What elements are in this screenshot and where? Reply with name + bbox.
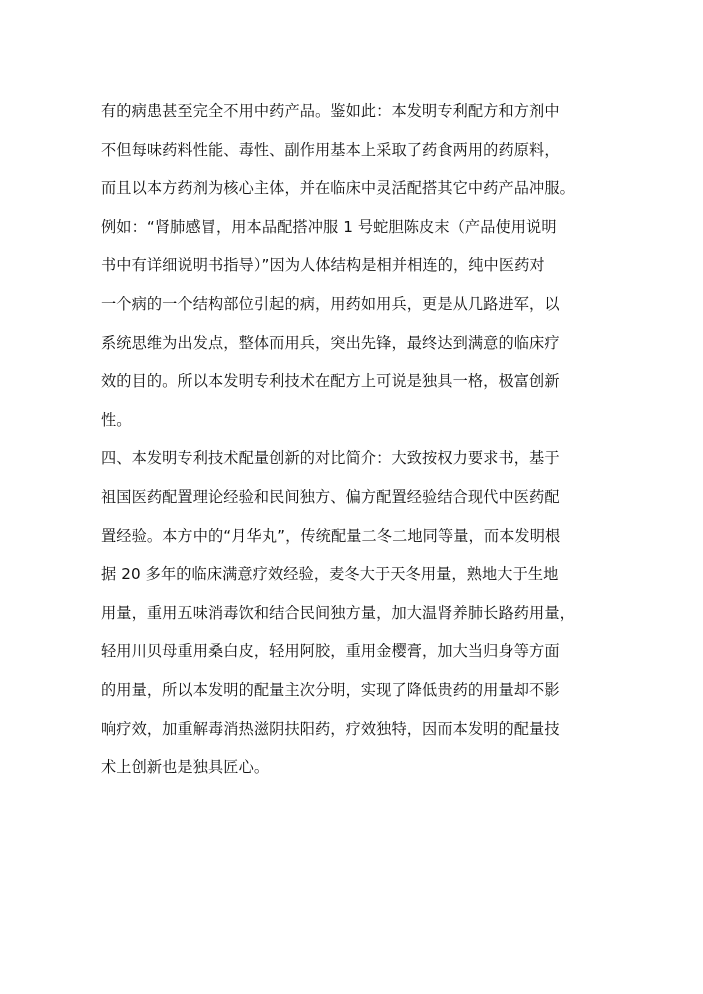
text-line: 置经验。本方中的“月华丸”，传统配量二冬二地同等量，而本发明根 <box>101 526 561 545</box>
text-line: 的用量，所以本发明的配量主次分明，实现了降低贵药的用量却不影 <box>101 680 560 699</box>
text-line: 性。 <box>101 410 132 429</box>
text-line: 响疗效，加重解毒消热滋阴扶阳药，疗效独特，因而本发明的配量技 <box>101 719 560 738</box>
text-line: 有的病患甚至完全不用中药产品。鉴如此：本发明专利配方和方剂中 <box>101 102 560 120</box>
body-text <box>101 98 621 793</box>
text-line: 例如：“肾肺感冒，用本品配搭冲服 1 号蛇胆陈皮末（产品使用说明 <box>101 217 557 236</box>
text-line: 祖国医药配置理论经验和民间独方、偏方配置经验结合现代中医药配 <box>101 487 560 506</box>
text-line: 术上创新也是独具匠心。 <box>101 758 270 777</box>
text-line: 不但每味药料性能、毒性、副作用基本上采取了药食两用的药原料， <box>101 140 560 159</box>
text-line: 四、本发明专利技术配量创新的对比简介：大致按权力要求书，基于 <box>101 449 560 468</box>
text-line: 效的目的。所以本发明专利技术在配方上可说是独具一格，极富创新 <box>101 372 560 391</box>
text-line: 而且以本方药剂为核心主体，并在临床中灵活配搭其它中药产品冲服。 <box>101 179 575 198</box>
text-line: 轻用川贝母重用桑白皮，轻用阿胶，重用金樱膏，加大当归身等方面 <box>101 642 560 661</box>
text-line: 书中有详细说明书指导）”因为人体结构是相并相连的，纯中医药对 <box>101 256 545 275</box>
text-line: 用量，重用五味消毒饮和结合民间独方量，加大温肾养肺长路药用量， <box>101 603 575 622</box>
text-line: 系统思维为出发点，整体而用兵，突出先锋，最终达到满意的临床疗 <box>101 333 560 352</box>
text-line: 一个病的一个结构部位引起的病，用药如用兵，更是从几路进军，以 <box>101 294 560 313</box>
text-line: 据 20 多年的临床满意疗效经验，麦冬大于天冬用量，熟地大于生地 <box>101 565 559 584</box>
